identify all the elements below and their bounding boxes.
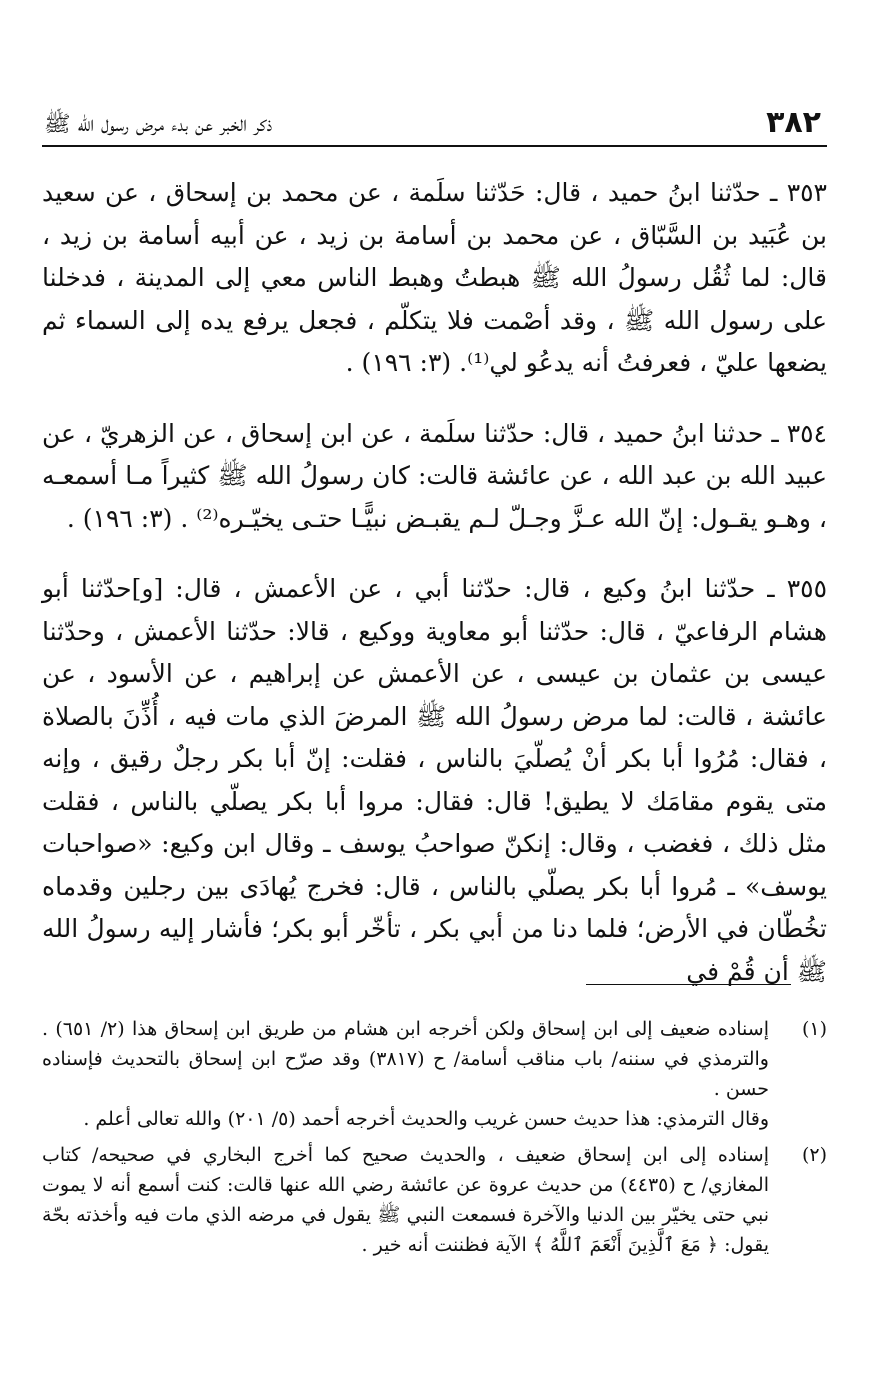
footnote-line: وقال الترمذي: هذا حديث حسن غريب والحديث أخرجه أحمد (٥/ ٢٠١) والله تعالى أعلم . — [83, 1108, 769, 1130]
page-number: ٣٨٢ — [766, 105, 821, 140]
footnote-line: إسناده إلى ابن إسحاق ضعيف ، والحديث صحيح كما أخرج البخاري في صحيحه/ كتاب المغازي/ ح (٤٤٣٥) من حديث عروة عن عائشة رضي الله عنها قالت: كنت أسمع أنه لا يموت نبي حتى يخيّر بين الدنيا والآخرة فسمعت النبي ﷺ يقول في مرضه الذي مات فيه وأخذته بحّة يقول: ﴿ مَعَ ٱلَّذِينَ أَنْعَمَ ٱللَّهُ ﴾ الآية فظننت أنه خير . — [42, 1144, 769, 1256]
header-rule — [42, 145, 827, 147]
footnote-2 — [42, 1140, 827, 1260]
footnote-number: (١) — [801, 1018, 827, 1040]
hadith-353: ٣٥٣ ـ حدّثنا ابنُ حميد ، قال: حَدّثنا سلَمة ، عن محمد بن إسحاق ، عن سعيد بن عُبَيد بن السَّبّاق ، عن محمد بن أسامة بن زيد ، عن أبيه أسامة بن زيد ، قال: لما ثُقُل رسولُ الله ﷺ هبطتُ وهبط الناس معي إلى المدينة ، فدخلنا على رسول الله ﷺ ، وقد أصْمت فلا يتكلّم ، فجعل يرفع يده إلى السماء ثم يضعها عليّ ، فعرفتُ أنه يدعُو لي⁽¹⁾. (٣: ١٩٦) . — [42, 178, 827, 377]
footnote-separator — [586, 984, 791, 985]
running-head: ذكر الخبر عن بدء مرض رسول الله ﷺ — [44, 112, 273, 137]
page-header — [44, 100, 821, 140]
main-text — [42, 172, 827, 1021]
footnote-body — [42, 1140, 769, 1260]
footnote-line: إسناده ضعيف إلى ابن إسحاق ولكن أخرجه ابن هشام من طريق ابن إسحاق هذا (٢/ ٦٥١) . والترمذي في سننه/ باب مناقب أسامة/ ح (٣٨١٧) وقد صرّح ابن إسحاق بالتحديث فإسناده حسن . — [42, 1018, 769, 1100]
footnote-body — [42, 1014, 769, 1134]
hadith-354: ٣٥٤ ـ حدثنا ابنُ حميد ، قال: حدّثنا سلَمة ، عن ابن إسحاق ، عن الزهريّ ، عن عبيد الله بن عبد الله ، عن عائشة قالت: كان رسولُ الله ﷺ كثيراً مـا أسمعـه ، وهـو يقـول: إنّ الله عـزَّ وجـلّ لـم يقبـض نبيًّـا حتـى يخيّـره⁽²⁾ . (٣: ١٩٦) . — [42, 418, 827, 533]
hadith-355: ٣٥٥ ـ حدّثنا ابنُ وكيع ، قال: حدّثنا أبي ، عن الأعمش ، قال: [و]حدّثنا أبو هشام الرفاعيّ ، قال: حدّثنا أبو معاوية ووكيع ، قالا: حدّثنا الأعمش ، وحدّثنا عيسى بن عثمان بن عيسى ، عن الأعمش عن إبراهيم ، عن الأسود ، عن عائشة ، قالت: لما مرض رسولُ الله ﷺ المرضَ الذي مات فيه ، أُذِّنَ بالصلاة ، فقال: مُرُوا أبا بكر أنْ يُصلّيَ بالناس ، فقلت: إنّ أبا بكر رجلٌ رقيق ، وإنه متى يقوم مقامَك لا يطيق! قال: فقال: مروا أبا بكر يصلّي بالناس ، فقلت مثل ذلك ، فغضب ، وقال: إنكنّ صواحبُ يوسف ـ وقال ابن وكيع: «صواحبات يوسف» ـ مُروا أبا بكر يصلّي بالناس ، قال: فخرج يُهادَى بين رجلين وقدماه تخُطّان في الأرض؛ فلما دنا من أبي بكر ، تأخّر أبو بكر؛ فأشار إليه رسولُ الله ﷺ أن قُمْ في — [42, 574, 828, 986]
footnotes — [42, 1014, 827, 1266]
footnote-1 — [42, 1014, 827, 1134]
footnote-number: (٢) — [801, 1144, 827, 1166]
